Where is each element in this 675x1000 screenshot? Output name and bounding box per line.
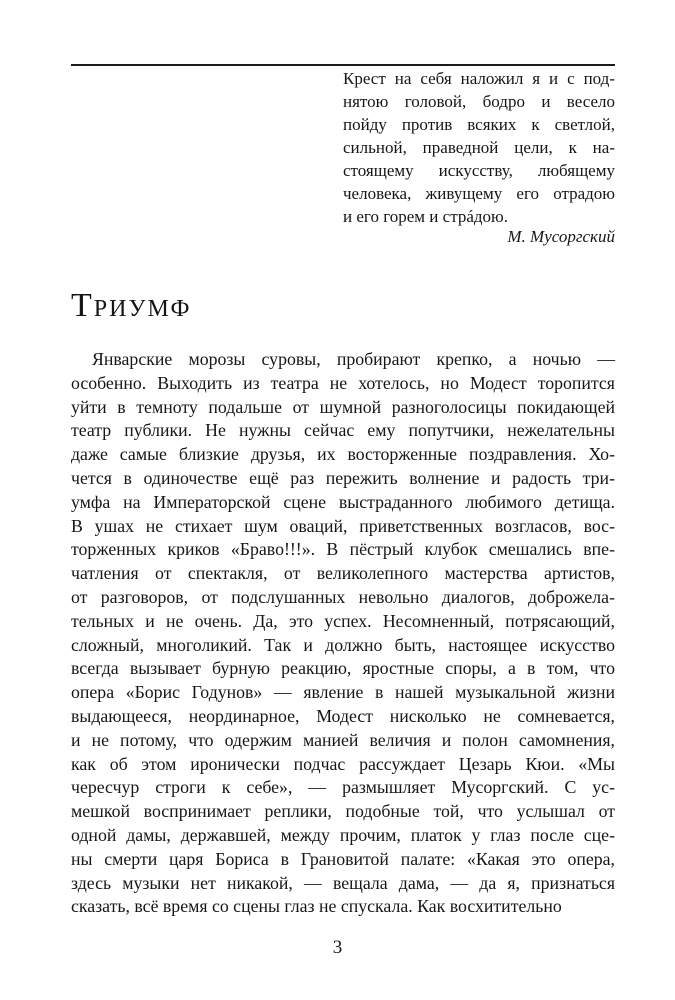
epigraph-line: и его горем и стрáдою. (343, 207, 508, 226)
body-line: В ушах не стихает шум оваций, приветственных возгласов, вос- (71, 515, 615, 536)
body-line: чется в одиночестве ещё раз пережить волнение и радость три- (71, 467, 615, 488)
body-line: чересчур строги к себе», — размышляет Мусоргский. С ус- (71, 777, 615, 798)
body-line: как об этом иронически подчас рассуждает Цезарь Кюи. «Мы (71, 753, 615, 774)
body-line: от разговоров, от подслушанных невольно диалогов, доброжела- (71, 586, 615, 607)
body-line: даже самые близкие друзья, их восторженные поздравления. Хо- (71, 444, 615, 465)
body-line: выдающееся, неординарное, Модест нисколько не сомневается, (71, 705, 615, 726)
body-line: и не потому, что одержим манией величия и полон самомнения, (71, 729, 615, 750)
body-line: тельных и не очень. Да, это успех. Несомненный, потрясающий, (71, 610, 615, 631)
epigraph-line: Крест на себя наложил я и с под- (343, 69, 615, 88)
body-line: ны смерти царя Бориса в Грановитой палате: «Какая это опера, (71, 848, 615, 869)
body-line: чатления от спектакля, от великолепного мастерства артистов, (71, 563, 615, 584)
body-line: мешкой воспринимает реплики, подобные той, что услышал от (71, 801, 615, 822)
epigraph-line: человека, живущему его отрадою (343, 184, 615, 203)
epigraph-line: нятою головой, бодро и весело (343, 92, 615, 111)
body-line: сказать, всё время со сцены глаз не спускала. Как восхитительно (71, 896, 562, 917)
body-line: сложный, многоликий. Так и должно быть, настоящее искусство (71, 634, 615, 655)
body-line: особенно. Выходить из театра не хотелось, но Модест торопится (71, 372, 615, 393)
body-line: Январские морозы суровы, пробирают крепко, а ночью — (92, 349, 615, 369)
epigraph-line: стоящему искусству, любящему (343, 161, 615, 180)
body-line: здесь музыки нет никакой, — вещала дама, — да я, признаться (71, 872, 615, 893)
epigraph-line: пойду против всяких к светлой, (343, 115, 615, 134)
body-line: всегда вызывает бурную реакцию, яростные споры, а в том, что (71, 658, 615, 679)
body-line: торженных криков «Браво!!!». В пёстрый клубок смешались впе- (71, 539, 615, 560)
page-number: 3 (332, 937, 343, 958)
body-line: уйти в темноту подальше от шумной разноголосицы покидающей (71, 396, 615, 417)
chapter-title: Триумф (71, 287, 192, 324)
top-rule (71, 64, 615, 66)
epigraph (343, 67, 615, 228)
epigraph-line: сильной, праведной цели, к на- (343, 138, 615, 157)
body-line: одной дамы, державшей, между прочим, платок у глаз после сце- (71, 824, 615, 845)
body-line: умфа на Императорской сцене выстраданного любимого детища. (71, 491, 615, 512)
body-line: опера «Борис Годунов» — явление в нашей музыкальной жизни (71, 682, 615, 703)
epigraph-author: М. Мусоргский (507, 227, 615, 246)
body-text (71, 348, 615, 919)
body-line: театр публики. Не нужны сейчас ему попутчики, нежелательны (71, 420, 615, 441)
